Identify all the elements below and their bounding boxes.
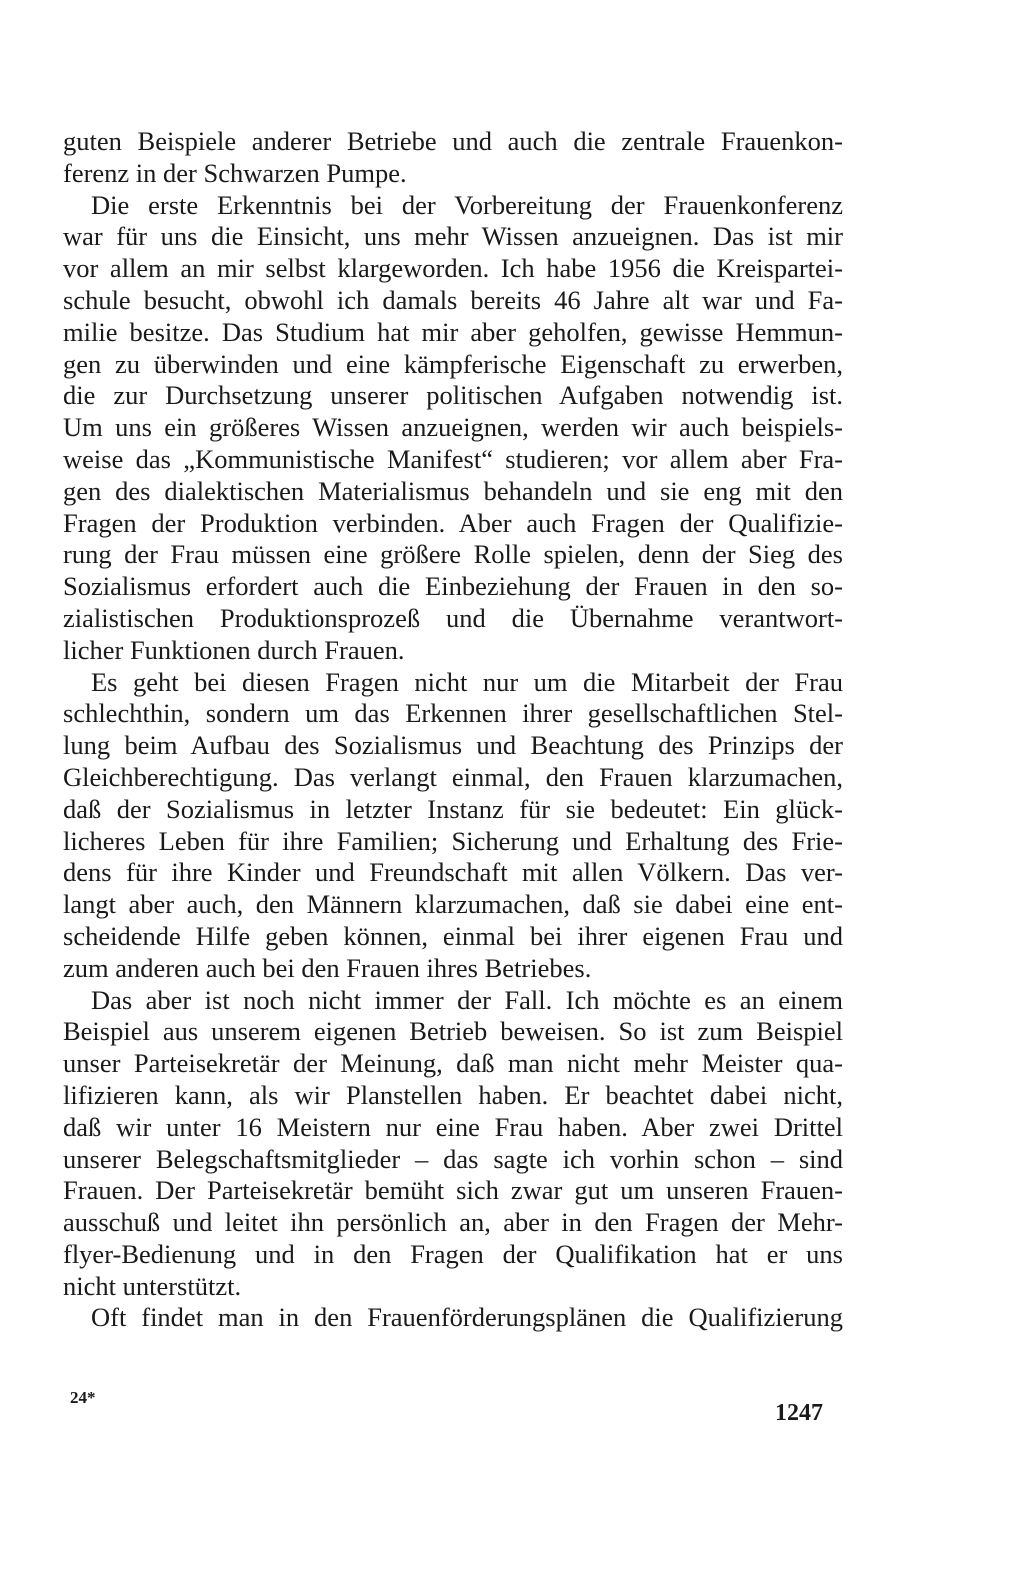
text-line: scheidende Hilfe geben können, einmal bei ihrer eigenen Frau und bbox=[63, 920, 843, 951]
text-line: rung der Frau müssen eine größere Rolle spielen, denn der Sieg des bbox=[63, 539, 843, 570]
text-line: nicht unterstützt. bbox=[63, 1270, 242, 1301]
text-line: weise das „Kommunistische Manifest“ studieren; vor allem aber Fra- bbox=[63, 443, 843, 474]
page-number: 1247 bbox=[775, 1400, 823, 1426]
text-line: dens für ihre Kinder und Freundschaft mit allen Völkern. Das ver- bbox=[63, 857, 843, 888]
body-text bbox=[63, 126, 843, 1334]
text-line: ausschuß und leitet ihn persönlich an, aber in den Fragen der Mehr- bbox=[63, 1207, 843, 1238]
text-line: gen zu überwinden und eine kämpferische Eigenschaft zu erwerben, bbox=[63, 348, 843, 379]
text-line: schlechthin, sondern um das Erkennen ihrer gesellschaftlichen Stel- bbox=[63, 698, 843, 729]
text-line: langt aber auch, den Männern klarzumachen, daß sie dabei eine ent- bbox=[63, 889, 843, 920]
text-line: licheres Leben für ihre Familien; Sicherung und Erhaltung des Frie- bbox=[63, 825, 843, 856]
text-line: Frauen. Der Parteisekretär bemüht sich zwar gut um unseren Frauen- bbox=[63, 1175, 843, 1206]
text-line: die zur Durchsetzung unserer politischen Aufgaben notwendig ist. bbox=[63, 380, 843, 411]
signature-mark: 24* bbox=[70, 1388, 96, 1407]
text-line: zialistischen Produktionsprozeß und die Übernahme verantwort- bbox=[63, 602, 843, 633]
paragraph bbox=[63, 1302, 843, 1334]
text-line: Oft findet man in den Frauenförderungsplänen die Qualifizierung bbox=[91, 1302, 843, 1333]
text-line: unser Parteisekretär der Meinung, daß man nicht mehr Meister qua- bbox=[63, 1048, 843, 1079]
text-line: flyer-Bedienung und in den Fragen der Qualifikation hat er uns bbox=[63, 1238, 843, 1269]
text-line: schule besucht, obwohl ich damals bereits 46 Jahre alt war und Fa- bbox=[63, 284, 843, 315]
text-line: Das aber ist noch nicht immer der Fall. Ich möchte es an einem bbox=[91, 984, 843, 1015]
text-line: gen des dialektischen Materialismus behandeln und sie eng mit den bbox=[63, 475, 843, 506]
text-line: Sozialismus erfordert auch die Einbeziehung der Frauen in den so- bbox=[63, 571, 843, 602]
text-line: Gleichberechtigung. Das verlangt einmal, den Frauen klarzumachen, bbox=[63, 761, 843, 792]
text-line: licher Funktionen durch Frauen. bbox=[63, 634, 405, 665]
text-line: Die erste Erkenntnis bei der Vorbereitung der Frauenkonferenz bbox=[91, 189, 843, 220]
text-line: unserer Belegschaftsmitglieder – das sagte ich vorhin schon – sind bbox=[63, 1143, 843, 1174]
text-line: daß wir unter 16 Meistern nur eine Frau haben. Aber zwei Drittel bbox=[63, 1111, 843, 1142]
paragraph bbox=[63, 985, 843, 1303]
paragraph bbox=[63, 190, 843, 667]
paragraph bbox=[63, 126, 843, 190]
text-line: ferenz in der Schwarzen Pumpe. bbox=[63, 157, 407, 188]
text-line: zum anderen auch bei den Frauen ihres Betriebes. bbox=[63, 952, 592, 983]
text-line: lifizieren kann, als wir Planstellen haben. Er beachtet dabei nicht, bbox=[63, 1079, 843, 1110]
text-line: milie besitze. Das Studium hat mir aber geholfen, gewisse Hemmun- bbox=[63, 316, 843, 347]
text-line: Um uns ein größeres Wissen anzueignen, werden wir auch beispiels- bbox=[63, 412, 843, 443]
text-line: war für uns die Einsicht, uns mehr Wissen anzueignen. Das ist mir bbox=[63, 221, 843, 252]
text-line: Fragen der Produktion verbinden. Aber auch Fragen der Qualifizie- bbox=[63, 507, 843, 538]
text-line: Beispiel aus unserem eigenen Betrieb beweisen. So ist zum Beispiel bbox=[63, 1016, 843, 1047]
text-line: guten Beispiele anderer Betriebe und auch die zentrale Frauenkon- bbox=[63, 126, 843, 156]
text-line: vor allem an mir selbst klargeworden. Ich habe 1956 die Kreispartei- bbox=[63, 253, 843, 284]
paragraph bbox=[63, 667, 843, 985]
text-line: Es geht bei diesen Fragen nicht nur um die Mitarbeit der Frau bbox=[91, 666, 843, 697]
text-line: daß der Sozialismus in letzter Instanz für sie bedeutet: Ein glück- bbox=[63, 793, 843, 824]
text-line: lung beim Aufbau des Sozialismus und Beachtung des Prinzips der bbox=[63, 730, 843, 761]
